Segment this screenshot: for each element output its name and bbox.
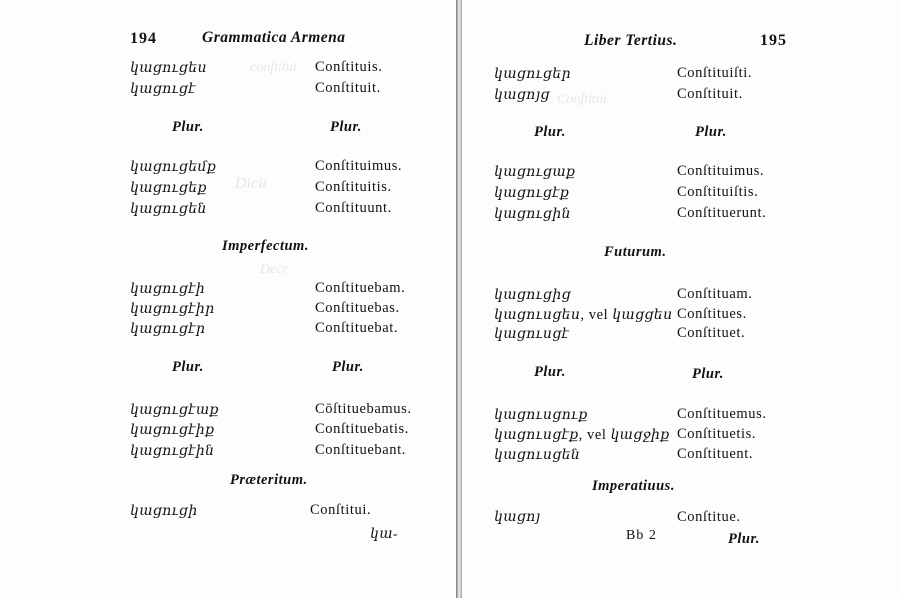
plural-heading: Plur. [172, 359, 204, 375]
latin-form: Conſtituebas. [315, 300, 400, 316]
latin-form: Conſtituerunt. [677, 205, 767, 221]
latin-form: Conſtituebatis. [315, 421, 409, 437]
plural-heading: Plur. [332, 359, 364, 375]
running-head: Liber Tertius. [584, 32, 678, 49]
armenian-form: կացուցի [130, 504, 198, 519]
latin-form: Conſtituent. [677, 446, 754, 462]
armenian-form: կացուցես [130, 61, 207, 76]
armenian-form: կացուցէիք [130, 423, 215, 438]
armenian-form: կացուցէք [494, 186, 570, 201]
latin-form: Conſtituetis. [677, 426, 757, 442]
latin-form: Conſtituit. [677, 86, 743, 102]
tense-heading: Imperatiuus. [592, 478, 675, 494]
armenian-form: կացուցեն [130, 202, 207, 217]
armenian-form: կացուցեմք [130, 160, 217, 175]
latin-form: Conſtituiſtis. [677, 184, 759, 200]
plural-heading: Plur. [692, 366, 724, 382]
latin-form: Conſtituebant. [315, 442, 406, 458]
armenian-form: կացուցէ [130, 82, 196, 97]
show-through: Dicit [235, 175, 267, 192]
armenian-form: կացուսցես, vel կացցես [494, 307, 673, 323]
plural-heading: Plur. [534, 124, 566, 140]
armenian-form: կացուցին [494, 207, 571, 222]
armenian-form: կացուցաք [494, 165, 576, 180]
armenian-form: կացուցէի [130, 282, 206, 297]
latin-form: Conſtituunt. [315, 200, 392, 216]
show-through: Conſtitui [557, 92, 607, 107]
armenian-form: կացոյց [494, 88, 550, 103]
armenian-form: կացուսցէք, vel կացջիք [494, 427, 670, 443]
tense-heading: Præteritum. [230, 472, 308, 488]
latin-form: Conſtitui. [310, 502, 372, 518]
latin-form: Conſtituebat. [315, 320, 399, 336]
latin-form: Conſtitue. [677, 509, 741, 525]
armenian-form: կացուսցէ [494, 327, 570, 342]
latin-form: Conſtituebam. [315, 280, 406, 296]
running-head: Grammatica Armena [202, 29, 346, 46]
armenian-form: կացուսցեն [494, 448, 581, 463]
plural-heading: Plur. [695, 124, 727, 140]
armenian-form: կացուցէին [130, 444, 215, 459]
plural-heading: Plur. [534, 364, 566, 380]
armenian-form: կացուցից [494, 288, 572, 303]
latin-form: Conſtituemus. [677, 406, 767, 422]
latin-form: Conſtituis. [315, 59, 383, 75]
armenian-form: կացուցեր [494, 67, 571, 82]
page-number: 195 [760, 32, 787, 49]
catchword: կա- [370, 527, 398, 542]
armenian-form: կացուցէր [130, 322, 206, 337]
armenian-form: կացուցէաք [130, 403, 219, 418]
signature-mark: Bb 2 [626, 528, 657, 543]
armenian-form: կացուցէիր [130, 302, 215, 317]
armenian-form: կացուցեք [130, 181, 207, 196]
armenian-form: կացուսցուք [494, 408, 588, 423]
show-through: Decr [260, 262, 288, 277]
tense-heading: Futurum. [604, 244, 667, 260]
latin-form: Cōſtituebamus. [315, 401, 412, 417]
latin-form: Conſtituitis. [315, 179, 392, 195]
latin-form: Conſtituam. [677, 286, 753, 302]
tense-heading: Imperfectum. [222, 238, 309, 254]
page-number: 194 [130, 30, 157, 47]
show-through: conſtitui [250, 60, 297, 75]
latin-form: Conſtituiſti. [677, 65, 753, 81]
plural-heading: Plur. [330, 119, 362, 135]
latin-form: Conſtituet. [677, 325, 746, 341]
latin-form: Conſtitues. [677, 306, 747, 322]
latin-form: Conſtituimus. [315, 158, 403, 174]
plural-heading: Plur. [172, 119, 204, 135]
latin-form: Conſtituimus. [677, 163, 765, 179]
catchword: Plur. [728, 531, 760, 547]
armenian-form: կացոյ [494, 510, 541, 525]
latin-form: Conſtituit. [315, 80, 381, 96]
right-page [462, 0, 900, 598]
